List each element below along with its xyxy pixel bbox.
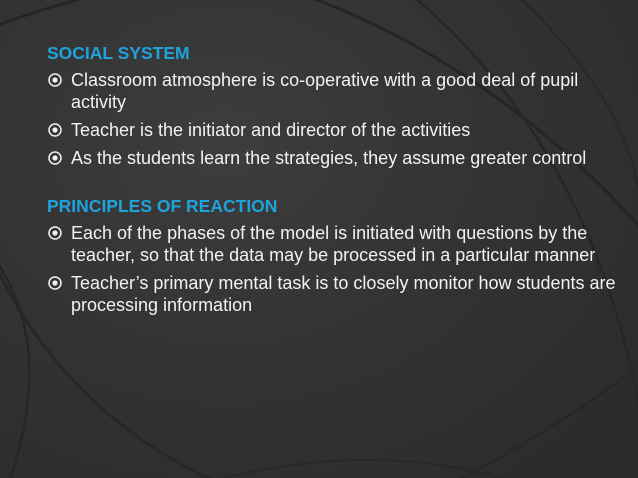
section-heading-principles-of-reaction: PRINCIPLES OF REACTION xyxy=(47,196,278,216)
list-item xyxy=(47,272,617,316)
section-heading-social-system: SOCIAL SYSTEM xyxy=(47,43,190,63)
circled-dot-icon xyxy=(47,150,63,166)
bullet-text: Each of the phases of the model is initiated with questions by the teacher, so that the data may be processed in a particular manner xyxy=(71,223,596,265)
list-item xyxy=(47,119,617,141)
circled-dot-icon xyxy=(47,275,63,291)
principles-of-reaction-list xyxy=(47,222,617,316)
slide-content xyxy=(47,42,617,322)
circled-dot-icon xyxy=(47,72,63,88)
list-item xyxy=(47,69,617,113)
bullet-text: Teacher’s primary mental task is to closely monitor how students are processing information xyxy=(71,273,616,315)
list-item xyxy=(47,222,617,266)
circled-dot-icon xyxy=(47,122,63,138)
social-system-list xyxy=(47,69,617,169)
bullet-text: Classroom atmosphere is co-operative with a good deal of pupil activity xyxy=(71,70,579,112)
list-item xyxy=(47,147,617,169)
bullet-text: As the students learn the strategies, they assume greater control xyxy=(71,148,587,168)
circled-dot-icon xyxy=(47,225,63,241)
bullet-text: Teacher is the initiator and director of the activities xyxy=(71,120,471,140)
